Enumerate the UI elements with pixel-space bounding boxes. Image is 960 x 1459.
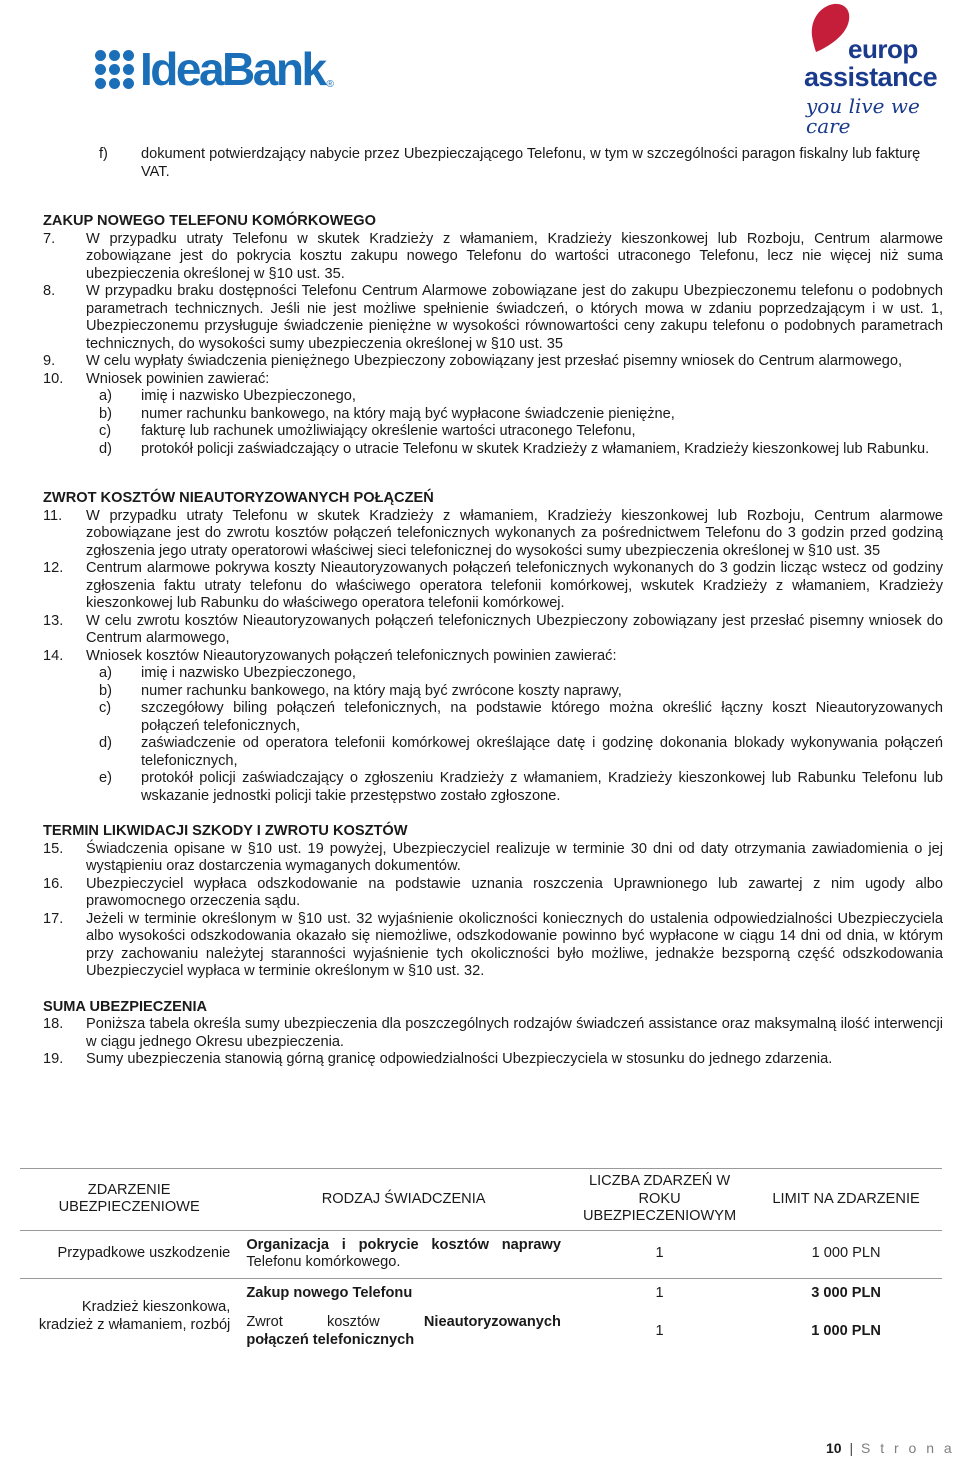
page-number: 10: [826, 1440, 842, 1456]
sub-item-text: numer rachunku bankowego, na który mają być zwrócone koszty naprawy,: [141, 682, 622, 699]
item-text: Poniższa tabela określa sumy ubezpieczenia dla poszczególnych rodzajów świadczeń assistance oraz maksymalną ilość interwencji w ciągu jednego Okresu ubezpieczenia.: [86, 1016, 943, 1050]
item-number: 17.: [43, 910, 64, 927]
sub-item-text: zaświadczenie od operatora telefonii komórkowej określające datę i godzinę dokonania blokady wykonywania połączeń telefonicznych,: [141, 735, 943, 769]
page-label: S t r o n a: [861, 1440, 955, 1456]
table-row: [20, 1230, 942, 1278]
item-text: W przypadku utraty Telefonu w skutek Kradzieży z włamaniem, Kradzieży kieszonkowej lub Rozboju, Centrum alarmowe zobowiązane jest do zwrotu kosztów połączeń telefonicznych wykonanych za pośrednictwem Telefonu do 3 godzin przed godziną zgłoszenia jego utraty operatorowi właściwej sieci telefonicznej do wysokości sumy ubezpieczenia określonej w §10 ust. 35: [86, 507, 943, 559]
item-text: Jeżeli w terminie określonym w §10 ust. 32 wyjaśnienie okoliczności koniecznych do ustalenia odpowiedzialności Ubezpieczyciela albo wysokości odszkodowania okazało się niemożliwe, odszkodowanie powinno być wypłacone w ciągu 14 dni od dnia, w którym przy zachowaniu należytej staranności wyjaśnienie tych okoliczności było możliwe, jednakże bezsporną część odszkodowania Ubezpieczyciel wypłaca w terminie określonym w §10 ust. 32.: [86, 910, 943, 979]
item-text: W celu wypłaty świadczenia pieniężnego Ubezpieczony zobowiązany jest przesłać pisemny wniosek do Centrum alarmowego,: [86, 353, 903, 369]
list-item: [43, 911, 943, 981]
table-row: [20, 1278, 942, 1308]
item-number: 15.: [43, 840, 64, 857]
ideabank-logo-text: IdeaBank: [140, 43, 325, 95]
section-heading-zwrot: ZWROT KOSZTÓW NIEAUTORYZOWANYCH POŁĄCZEŃ: [43, 490, 434, 506]
item-number: 14.: [43, 647, 64, 664]
sub-item-text: protokół policji zaświadczający o zgłoszeniu Kradzieży z włamaniem, Kradzieży kieszonkowej lub Rabunku Telefonu lub wskazanie jednostki policji takie przestępstwo zostało zgłoszone.: [141, 770, 943, 804]
sub-item-letter: c): [99, 700, 112, 716]
sub-item-letter: b): [99, 405, 112, 422]
column-header: LIMIT NA ZDARZENIE: [750, 1169, 942, 1231]
europ-logo-word: europ: [848, 34, 918, 64]
table-cell-service: [238, 1230, 569, 1278]
sub-item-text: imię i nazwisko Ubezpieczonego,: [141, 388, 356, 404]
table-cell-service: Zakup nowego Telefonu: [238, 1278, 569, 1308]
ideabank-logo: [95, 44, 334, 94]
service-plain-text: Zwrot kosztów: [246, 1314, 380, 1330]
europ-tagline: you live we care: [806, 94, 920, 138]
section-heading-termin: TERMIN LIKWIDACJI SZKODY I ZWROTU KOSZTÓW: [43, 823, 408, 839]
sub-item-letter: a): [99, 388, 112, 404]
list-item: [43, 613, 943, 648]
assistance-logo-word: assistance: [804, 62, 938, 92]
sub-item: [43, 406, 943, 424]
table-cell-limit: 1 000 PLN: [811, 1322, 881, 1339]
service-rest-text: Telefonu komórkowego.: [246, 1254, 401, 1270]
sub-item: [43, 665, 943, 683]
sub-item: [43, 770, 943, 805]
sub-item: [43, 423, 943, 441]
sub-item: [43, 700, 943, 735]
item-number: 18.: [43, 1016, 64, 1032]
item-text: Sumy ubezpieczenia stanowią górną granicę odpowiedzialności Ubezpieczyciela w stosunku do jednego zdarzenia.: [86, 1051, 833, 1067]
europ-assistance-logo: [800, 2, 960, 138]
item-text: Świadczenia opisane w §10 ust. 19 powyżej, Ubezpieczyciel realizuje w terminie 30 dni od daty otrzymania zawiadomienia o jej wystąpieniu oraz dostarczenia wymaganych dokumentów.: [86, 840, 943, 874]
sub-item-text: fakturę lub rachunek umożliwiający określenie wartości utraconego Telefonu,: [141, 423, 636, 439]
item-number: 10.: [43, 370, 64, 387]
column-header: ZDARZENIE UBEZPIECZENIOWE: [20, 1169, 238, 1231]
item-text: dokument potwierdzający nabycie przez Ubezpieczającego Telefonu, w tym w szczególności paragon fiskalny lub fakturę VAT.: [141, 146, 921, 180]
footer-separator: |: [849, 1440, 854, 1456]
ideabank-dots-icon: [95, 50, 134, 89]
sub-item-text: szczegółowy biling połączeń telefonicznych, na podstawie którego można określić łączny koszt Nieautoryzowanych połączeń telefonicznych,: [141, 700, 943, 734]
sub-item: [43, 735, 943, 770]
table-cell-limit: 1 000 PLN: [750, 1230, 942, 1278]
list-item: [43, 1016, 943, 1051]
insurance-limits-table: [20, 1168, 942, 1355]
list-item: [43, 841, 943, 876]
table-cell-count: 1: [655, 1322, 664, 1339]
sub-item-letter: b): [99, 682, 112, 699]
list-item: [43, 231, 943, 284]
table-cell-event: Przypadkowe uszkodzenie: [20, 1230, 238, 1278]
table-cell-count: 1: [569, 1278, 750, 1308]
list-item: [43, 876, 943, 911]
sub-item: [43, 441, 943, 459]
europ-assistance-mark-icon: [804, 2, 854, 64]
sub-item-text: numer rachunku bankowego, na który mają być wypłacone świadczenie pieniężne,: [141, 405, 675, 422]
list-item: [43, 1051, 943, 1069]
item-number: 12.: [43, 560, 64, 576]
item-number: 19.: [43, 1051, 64, 1067]
column-header: LICZBA ZDARZEŃ W ROKU UBEZPIECZENIOWYM: [569, 1169, 750, 1231]
item-text: W celu zwrotu kosztów Nieautoryzowanych połączeń telefonicznych Ubezpieczony zobowiązany jest przesłać pisemny wniosek do Centrum alarmowego,: [86, 612, 943, 646]
sub-item-letter: a): [99, 665, 112, 681]
list-item: [43, 283, 943, 353]
list-item: [43, 353, 943, 371]
list-item: [43, 648, 943, 666]
sub-item-letter: d): [99, 440, 112, 457]
list-item-f: [43, 146, 943, 181]
item-number: 8.: [43, 283, 56, 299]
item-number: 16.: [43, 875, 64, 892]
item-number: 7.: [43, 230, 56, 247]
sub-item-text: protokół policji zaświadczający o utracie Telefonu w skutek Kradzieży z włamaniem, Kradzieży kieszonkowej lub Rabunku.: [141, 440, 930, 457]
page-footer: [826, 1440, 955, 1456]
sub-item-letter: c): [99, 423, 112, 439]
sub-item: [43, 683, 943, 701]
document-body: [43, 146, 943, 1069]
sub-item: [43, 388, 943, 406]
table-cell-event: Kradzież kieszonkowa, kradzież z włamaniem, rozbój: [20, 1278, 238, 1355]
service-bold-text: Organizacja i pokrycie kosztów naprawy: [246, 1236, 561, 1253]
item-text: Centrum alarmowe pokrywa koszty Nieautoryzowanych połączeń telefonicznych wykonanych do 3 godzin licząc wstecz od godziny zgłoszenia faktu utraty telefonu do właściwego operatora telefonii komórkowej, wskutek Kradzieży z włamaniem, Kradzieży kieszonkowej lub Rabunku do właściwego operatora telefonii komórkowej.: [86, 560, 943, 611]
table-cell-limit: 3 000 PLN: [750, 1278, 942, 1308]
sub-item-text: imię i nazwisko Ubezpieczonego,: [141, 665, 356, 681]
table-cell-count: 1: [569, 1230, 750, 1278]
item-number: 13.: [43, 612, 64, 629]
item-number: 11.: [43, 507, 63, 524]
section-heading-zakup: ZAKUP NOWEGO TELEFONU KOMÓRKOWEGO: [43, 213, 376, 229]
item-text: W przypadku utraty Telefonu w skutek Kradzieży z włamaniem, Kradzieży kieszonkowej lub Rozboju, Centrum alarmowe zobowiązane jest do pokrycia kosztu zakupu nowego Telefonu do wartości utraconego Telefonu, lecz nie więcej niż suma ubezpieczenia określonej w §10 ust. 35.: [86, 230, 943, 282]
item-letter: f): [99, 146, 108, 162]
list-item: [43, 371, 943, 389]
list-item: [43, 508, 943, 561]
item-number: 9.: [43, 353, 56, 369]
item-text: Ubezpieczyciel wypłaca odszkodowanie na podstawie uznania roszczenia Uprawnionego lub zawartej z nim ugody albo prawomocnego orzeczenia sądu.: [86, 875, 943, 909]
sub-item-letter: e): [99, 770, 112, 786]
item-text: W przypadku braku dostępności Telefonu Centrum Alarmowe zobowiązane jest do zakupu Ubezpieczonemu telefonu o podobnych parametrach technicznych. Jeśli nie jest możliwe spełnienie świadczeń, o których mowa w zdaniu poprzedzającym i w ust. 1, Ubezpieczonemu przysługuje świadczenie pieniężne w wysokości równowartości ceny zakupu telefonu o podobnych parametrach technicznych, do wysokości sumy ubezpieczenia określonej w §10 ust. 35: [86, 283, 943, 352]
column-header: RODZAJ ŚWIADCZENIA: [238, 1169, 569, 1231]
item-text: Wniosek kosztów Nieautoryzowanych połączeń telefonicznych powinien zawierać:: [86, 647, 617, 664]
table-header-row: [20, 1169, 942, 1231]
sub-item-letter: d): [99, 735, 112, 751]
table-cell-service: [238, 1308, 569, 1355]
item-text: Wniosek powinien zawierać:: [86, 370, 270, 387]
section-heading-suma: SUMA UBEZPIECZENIA: [43, 998, 208, 1015]
list-item: [43, 560, 943, 613]
service-bold-text: połączeń telefonicznych: [246, 1331, 415, 1348]
service-bold-text: Nieautoryzowanych: [423, 1314, 561, 1330]
registered-mark: ®: [326, 79, 334, 90]
